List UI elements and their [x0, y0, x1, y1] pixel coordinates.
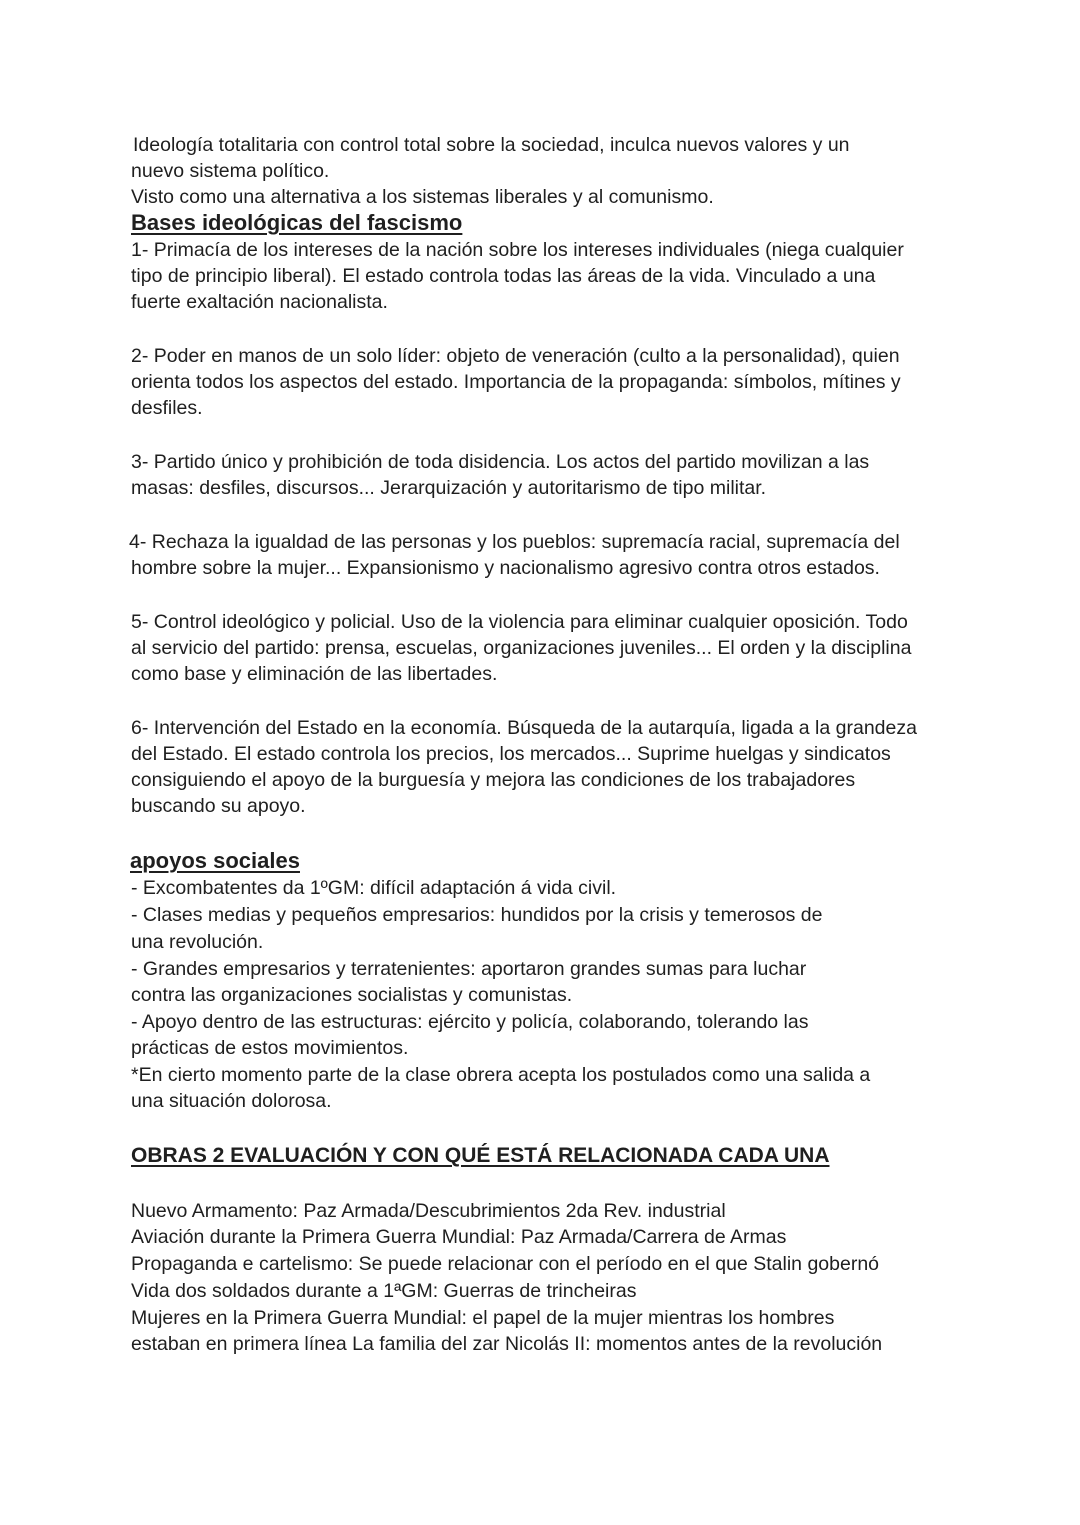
bases-point-line: 4- Rechaza la igualdad de las personas y los pueblos: supremacía racial, supremacía del	[129, 531, 900, 553]
bases-point-line: al servicio del partido: prensa, escuelas, organizaciones juveniles... El orden y la disciplina	[131, 637, 912, 659]
apoyos-line: - Apoyo dentro de las estructuras: ejército y policía, colaborando, tolerando las	[131, 1011, 809, 1033]
apoyos-line: - Grandes empresarios y terratenientes: aportaron grandes sumas para luchar	[131, 958, 807, 980]
bases-point-line: fuerte exaltación nacionalista.	[131, 291, 388, 313]
bases-point-line: consiguiendo el apoyo de la burguesía y mejora las condiciones de los trabajadores	[131, 769, 856, 791]
intro-line: Visto como una alternativa a los sistemas liberales y al comunismo.	[131, 186, 714, 208]
bases-point-line: masas: desfiles, discursos... Jerarquización y autoritarismo de tipo militar.	[131, 477, 767, 499]
obras-line: Vida dos soldados durante a 1ªGM: Guerras de trincheiras	[131, 1280, 637, 1302]
apoyos-line: - Clases medias y pequeños empresarios: hundidos por la crisis y temerosos de	[131, 904, 823, 926]
intro-line: nuevo sistema político.	[131, 160, 330, 182]
bases-point-line: 6- Intervención del Estado en la economía. Búsqueda de la autarquía, ligada a la grandeza	[131, 717, 917, 739]
apoyos-line: contra las organizaciones socialistas y comunistas.	[131, 984, 573, 1006]
apoyos-line: una revolución.	[131, 931, 264, 953]
obras-line: estaban en primera línea La familia del zar Nicolás II: momentos antes de la revolución	[131, 1333, 883, 1355]
bases-point-line: tipo de principio liberal). El estado controla todas las áreas de la vida. Vinculado a una	[131, 265, 876, 287]
bases-point-line: buscando su apoyo.	[131, 795, 306, 817]
intro-line: Ideología totalitaria con control total sobre la sociedad, inculca nuevos valores y un	[133, 134, 850, 156]
section-heading-apoyos: apoyos sociales	[130, 848, 300, 873]
bases-point-line: hombre sobre la mujer... Expansionismo y nacionalismo agresivo contra otros estados.	[131, 557, 880, 579]
obras-line: Propaganda e cartelismo: Se puede relacionar con el período en el que Stalin gobernó	[131, 1253, 880, 1275]
bases-point-line: desfiles.	[131, 397, 203, 419]
obras-line: Aviación durante la Primera Guerra Mundial: Paz Armada/Carrera de Armas	[131, 1226, 787, 1248]
apoyos-line: prácticas de estos movimientos.	[131, 1037, 409, 1059]
bases-point-line: 1- Primacía de los intereses de la nación sobre los intereses individuales (niega cualquier	[131, 239, 904, 261]
apoyos-line: *En cierto momento parte de la clase obrera acepta los postulados como una salida a	[131, 1064, 871, 1086]
bases-point-line: orienta todos los aspectos del estado. Importancia de la propaganda: símbolos, mítines y	[131, 371, 901, 393]
bases-point-line: como base y eliminación de las libertades.	[131, 663, 498, 685]
bases-point-line: 2- Poder en manos de un solo líder: objeto de veneración (culto a la personalidad), quien	[131, 345, 900, 367]
bases-point-line: del Estado. El estado controla los precios, los mercados... Suprime huelgas y sindicatos	[131, 743, 891, 765]
obras-line: Nuevo Armamento: Paz Armada/Descubrimientos 2da Rev. industrial	[131, 1200, 726, 1222]
section-heading-bases: Bases ideológicas del fascismo	[131, 210, 463, 235]
obras-line: Mujeres en la Primera Guerra Mundial: el papel de la mujer mientras los hombres	[131, 1307, 835, 1329]
apoyos-line: una situación dolorosa.	[131, 1090, 332, 1112]
section-heading-obras: OBRAS 2 EVALUACIÓN Y CON QUÉ ESTÁ RELACIONADA CADA UNA	[131, 1144, 830, 1167]
bases-point-line: 5- Control ideológico y policial. Uso de la violencia para eliminar cualquier oposición. Todo	[131, 611, 908, 633]
apoyos-line: - Excombatentes da 1ºGM: difícil adaptación á vida civil.	[131, 877, 617, 899]
bases-point-line: 3- Partido único y prohibición de toda disidencia. Los actos del partido movilizan a las	[131, 451, 870, 473]
